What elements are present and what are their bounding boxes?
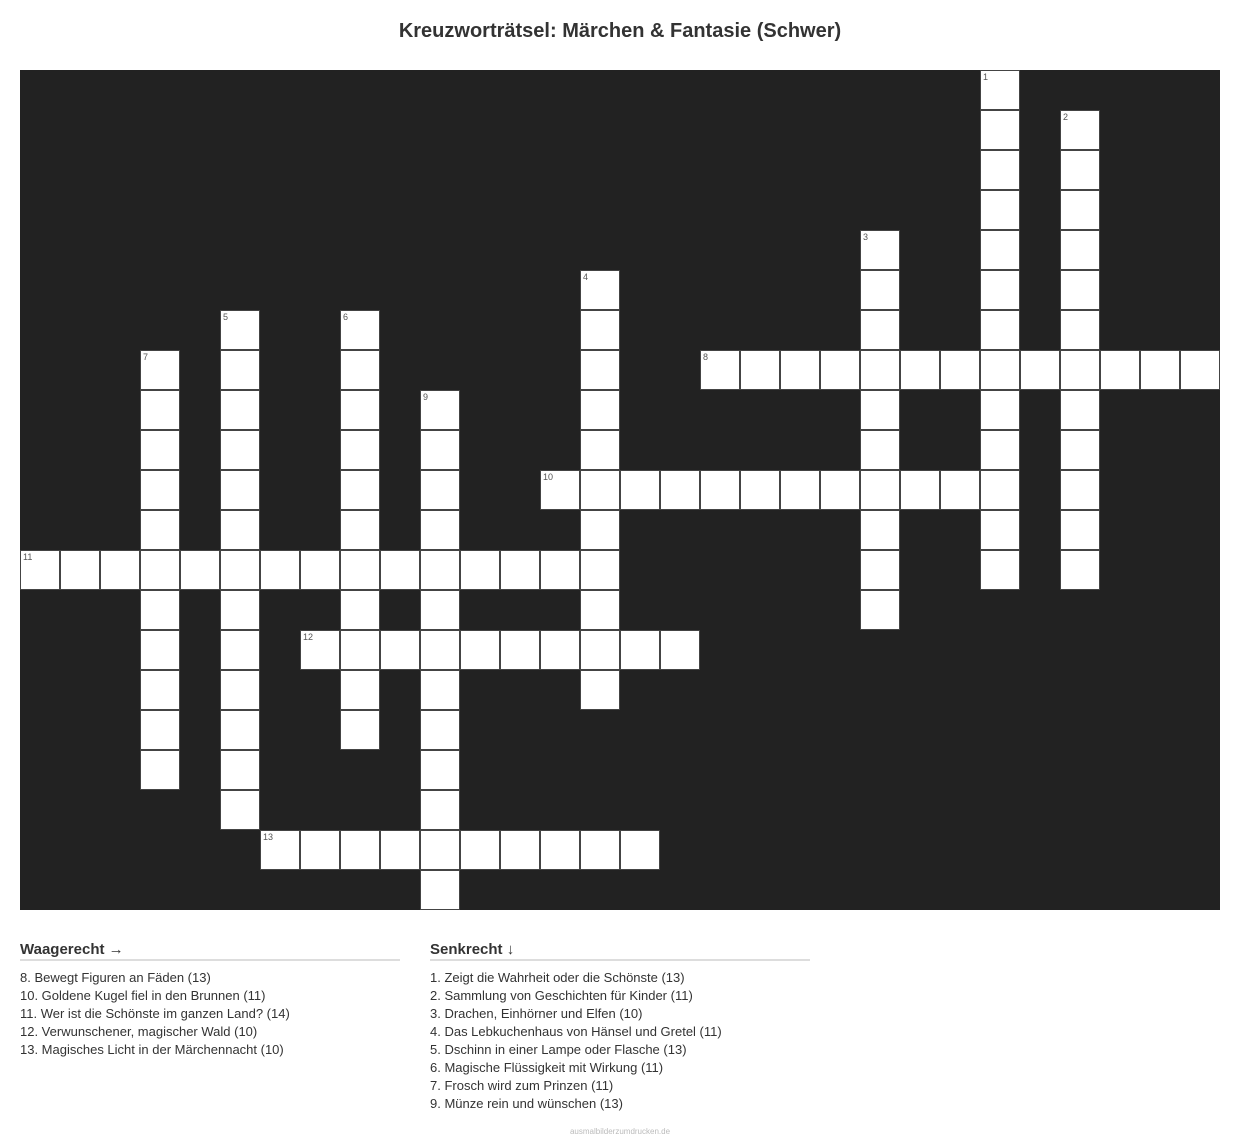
grid-cell[interactable] <box>340 590 380 630</box>
grid-cell[interactable] <box>1060 110 1100 150</box>
grid-cell[interactable] <box>580 510 620 550</box>
grid-cell[interactable] <box>220 470 260 510</box>
clue-item: 7. Frosch wird zum Prinzen (11) <box>430 1078 614 1093</box>
grid-cell[interactable] <box>460 630 500 670</box>
grid-cell[interactable] <box>140 470 180 510</box>
grid-cell[interactable] <box>140 750 180 790</box>
grid-cell[interactable] <box>20 550 60 590</box>
clue-number: 8 <box>703 352 709 362</box>
grid-cell[interactable] <box>340 710 380 750</box>
grid-cell[interactable] <box>420 550 460 590</box>
grid-cell[interactable] <box>140 510 180 550</box>
grid-cell[interactable] <box>860 390 900 430</box>
grid-cell[interactable] <box>140 670 180 710</box>
clue-item: 2. Sammlung von Geschichten für Kinder (11) <box>430 988 693 1003</box>
grid-cell[interactable] <box>580 430 620 470</box>
clue-item: 10. Goldene Kugel fiel in den Brunnen (11) <box>20 988 266 1003</box>
grid-cell[interactable] <box>940 350 980 390</box>
grid-cell[interactable] <box>1060 190 1100 230</box>
grid-cell[interactable] <box>420 750 460 790</box>
grid-cell[interactable] <box>220 750 260 790</box>
clue-item: 5. Dschinn in einer Lampe oder Flasche (13) <box>430 1042 687 1057</box>
grid-cell[interactable] <box>340 350 380 390</box>
clue-item: 3. Drachen, Einhörner und Elfen (10) <box>430 1006 643 1021</box>
grid-cell[interactable] <box>980 510 1020 550</box>
grid-cell[interactable] <box>380 630 420 670</box>
grid-cell[interactable] <box>260 550 300 590</box>
grid-cell[interactable] <box>260 830 300 870</box>
grid-cell[interactable] <box>540 630 580 670</box>
across-clue-list <box>20 969 400 1059</box>
grid-cell[interactable] <box>580 830 620 870</box>
footer-watermark: ausmalbilderzumdrucken.de <box>569 1127 671 1136</box>
grid-cell[interactable] <box>1060 390 1100 430</box>
clue-item: 11. Wer ist die Schönste im ganzen Land? (14) <box>20 1006 290 1021</box>
grid-cell[interactable] <box>220 630 260 670</box>
grid-cell[interactable] <box>220 590 260 630</box>
grid-cell[interactable] <box>340 470 380 510</box>
grid-cell[interactable] <box>820 470 860 510</box>
grid-cell[interactable] <box>980 150 1020 190</box>
grid-cell[interactable] <box>180 550 220 590</box>
grid-cell[interactable] <box>100 550 140 590</box>
clue-number: 9 <box>423 392 429 402</box>
grid-cell[interactable] <box>580 350 620 390</box>
grid-cell[interactable] <box>340 630 380 670</box>
grid-cell[interactable] <box>980 390 1020 430</box>
clue-number: 12 <box>303 632 314 642</box>
grid-cell[interactable] <box>460 830 500 870</box>
grid-cell[interactable] <box>740 350 780 390</box>
grid-cell[interactable] <box>140 430 180 470</box>
grid-cell[interactable] <box>860 470 900 510</box>
grid-cell[interactable] <box>540 830 580 870</box>
grid-cell[interactable] <box>980 310 1020 350</box>
grid-cell[interactable] <box>420 470 460 510</box>
grid-cell[interactable] <box>900 470 940 510</box>
grid-cell[interactable] <box>900 350 940 390</box>
clue-item: 13. Magisches Licht in der Märchennacht (10) <box>20 1042 284 1057</box>
grid-cell[interactable] <box>580 390 620 430</box>
clue-number: 2 <box>1063 112 1069 122</box>
clue-number: 5 <box>223 312 229 322</box>
grid-cell[interactable] <box>1060 310 1100 350</box>
grid-cell[interactable] <box>980 110 1020 150</box>
grid-cell[interactable] <box>860 430 900 470</box>
grid-cell[interactable] <box>620 830 660 870</box>
grid-cell[interactable] <box>980 550 1020 590</box>
clue-number: 3 <box>863 232 869 242</box>
grid-cell[interactable] <box>420 790 460 830</box>
grid-cell[interactable] <box>220 550 260 590</box>
grid-cell[interactable] <box>980 270 1020 310</box>
grid-cell[interactable] <box>500 550 540 590</box>
grid-cell[interactable] <box>1060 350 1100 390</box>
grid-cell[interactable] <box>860 590 900 630</box>
grid-cell[interactable] <box>540 550 580 590</box>
grid-cell[interactable] <box>340 510 380 550</box>
grid-cell[interactable] <box>740 470 780 510</box>
grid-cell[interactable] <box>580 270 620 310</box>
across-clues-section <box>20 941 400 1059</box>
clue-item: 9. Münze rein und wünschen (13) <box>430 1096 623 1111</box>
grid-cell[interactable] <box>340 550 380 590</box>
clue-item: 4. Das Lebkuchenhaus von Hänsel und Gretel (11) <box>430 1024 722 1039</box>
grid-cell[interactable] <box>1060 230 1100 270</box>
grid-cell[interactable] <box>300 830 340 870</box>
grid-cell[interactable] <box>1140 350 1180 390</box>
grid-cell[interactable] <box>220 670 260 710</box>
grid-cell[interactable] <box>1180 350 1220 390</box>
grid-cell[interactable] <box>540 470 580 510</box>
grid-cell[interactable] <box>420 390 460 430</box>
grid-cell[interactable] <box>220 510 260 550</box>
grid-cell[interactable] <box>1060 470 1100 510</box>
grid-cell[interactable] <box>1060 150 1100 190</box>
grid-cell[interactable] <box>940 470 980 510</box>
grid-cell[interactable] <box>340 430 380 470</box>
grid-cell[interactable] <box>420 670 460 710</box>
grid-cell[interactable] <box>980 230 1020 270</box>
grid-cell[interactable] <box>220 710 260 750</box>
grid-cell[interactable] <box>420 630 460 670</box>
grid-cell[interactable] <box>780 350 820 390</box>
grid-cell[interactable] <box>580 670 620 710</box>
grid-cell[interactable] <box>980 350 1020 390</box>
grid-cell[interactable] <box>60 550 100 590</box>
grid-cell[interactable] <box>420 830 460 870</box>
grid-cell[interactable] <box>860 550 900 590</box>
grid-cell[interactable] <box>1100 350 1140 390</box>
grid-cell[interactable] <box>220 430 260 470</box>
grid-cell[interactable] <box>700 350 740 390</box>
page-title: Kreuzworträtsel: Märchen & Fantasie (Schwer) <box>398 20 842 42</box>
grid-cell[interactable] <box>980 430 1020 470</box>
down-heading: Senkrecht ↓ <box>430 941 810 961</box>
grid-cell[interactable] <box>1060 430 1100 470</box>
clue-number: 4 <box>583 272 589 282</box>
grid-cell[interactable] <box>220 310 260 350</box>
grid-cell[interactable] <box>1060 550 1100 590</box>
down-clue-list <box>430 969 810 1113</box>
grid-cell[interactable] <box>580 310 620 350</box>
grid-cell[interactable] <box>1060 510 1100 550</box>
grid-cell[interactable] <box>380 830 420 870</box>
clue-item: 1. Zeigt die Wahrheit oder die Schönste (13) <box>430 970 685 985</box>
grid-cell[interactable] <box>140 550 180 590</box>
grid-cell[interactable] <box>140 710 180 750</box>
grid-cell[interactable] <box>860 510 900 550</box>
clue-item: 6. Magische Flüssigkeit mit Wirkung (11) <box>430 1060 664 1075</box>
crossword-grid <box>20 70 1220 910</box>
grid-cell[interactable] <box>220 350 260 390</box>
grid-cell[interactable] <box>500 630 540 670</box>
grid-cell[interactable] <box>580 630 620 670</box>
grid-cell[interactable] <box>660 470 700 510</box>
grid-cell[interactable] <box>420 430 460 470</box>
grid-cell[interactable] <box>140 350 180 390</box>
grid-cell[interactable] <box>420 870 460 910</box>
grid-cell[interactable] <box>860 350 900 390</box>
grid-cell[interactable] <box>580 590 620 630</box>
clue-item: 12. Verwunschener, magischer Wald (10) <box>20 1024 258 1039</box>
grid-cell[interactable] <box>300 550 340 590</box>
grid-cell[interactable] <box>820 350 860 390</box>
grid-cell[interactable] <box>220 390 260 430</box>
grid-cell[interactable] <box>620 630 660 670</box>
grid-cell[interactable] <box>860 230 900 270</box>
grid-cell[interactable] <box>420 710 460 750</box>
clue-number: 13 <box>263 832 274 842</box>
grid-cell[interactable] <box>620 470 660 510</box>
clue-item: 8. Bewegt Figuren an Fäden (13) <box>20 970 211 985</box>
grid-cell[interactable] <box>340 390 380 430</box>
grid-cell[interactable] <box>980 190 1020 230</box>
clue-number: 1 <box>983 72 989 82</box>
grid-cell[interactable] <box>780 470 820 510</box>
clue-number: 10 <box>543 472 554 482</box>
grid-cell[interactable] <box>580 470 620 510</box>
grid-cell[interactable] <box>660 630 700 670</box>
grid-cell[interactable] <box>980 470 1020 510</box>
grid-cell[interactable] <box>340 310 380 350</box>
grid-cell[interactable] <box>340 830 380 870</box>
grid-cell[interactable] <box>580 550 620 590</box>
clue-number: 11 <box>23 552 33 562</box>
grid-cell[interactable] <box>460 550 500 590</box>
grid-cell[interactable] <box>140 590 180 630</box>
clue-number: 7 <box>143 352 149 362</box>
down-clues-section <box>430 941 810 1113</box>
grid-cell[interactable] <box>340 670 380 710</box>
grid-cell[interactable] <box>420 510 460 550</box>
grid-cell[interactable] <box>860 270 900 310</box>
grid-cell[interactable] <box>1020 350 1060 390</box>
grid-cell[interactable] <box>140 630 180 670</box>
grid-cell[interactable] <box>420 590 460 630</box>
clue-number: 6 <box>343 312 349 322</box>
grid-cell[interactable] <box>860 310 900 350</box>
grid-cell[interactable] <box>500 830 540 870</box>
grid-cell[interactable] <box>140 390 180 430</box>
across-heading: Waagerecht → <box>20 941 400 961</box>
grid-cell[interactable] <box>220 790 260 830</box>
grid-cell[interactable] <box>980 70 1020 110</box>
grid-cell[interactable] <box>700 470 740 510</box>
grid-cell[interactable] <box>380 550 420 590</box>
grid-cell[interactable] <box>1060 270 1100 310</box>
grid-cell[interactable] <box>300 630 340 670</box>
